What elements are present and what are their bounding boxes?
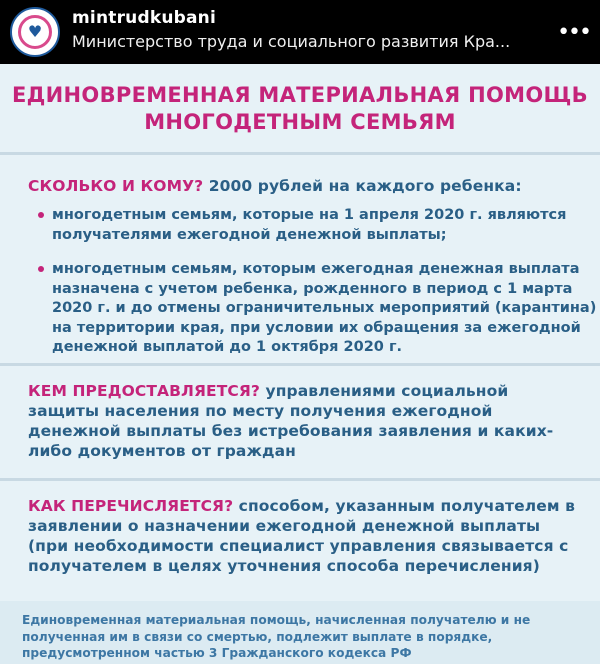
- footer-note: Единовременная материальная помощь, начисленная получателю и не полученная им в связи со смертью, подлежит выплате в порядке, предусмотренном частью 3 Гражданского кодекса РФ: [22, 613, 531, 660]
- section-text: 2000 рублей на каждого ребенка:: [203, 177, 522, 195]
- section-transfer: [28, 496, 580, 576]
- heart-logo-icon: ♥: [27, 22, 43, 41]
- section-keyword: КАК ПЕРЕЧИСЛЯЕТСЯ?: [28, 497, 234, 515]
- section-keyword: КЕМ ПРЕДОСТАВЛЯЕТСЯ?: [28, 382, 261, 400]
- list-item: [38, 260, 597, 358]
- post-image: [0, 64, 600, 664]
- list-item: [38, 206, 597, 245]
- account-name[interactable]: mintrudkubani: [72, 8, 217, 28]
- bullet-dot-icon: [38, 212, 44, 218]
- section-text: управлениями социальной защиты населения по месту получения ежегодной денежной выплаты без истребования заявления и каких-либо документов от граждан: [28, 382, 554, 460]
- post-header: [0, 0, 600, 64]
- post-title: [0, 82, 600, 136]
- section-amount: [28, 176, 580, 196]
- profile-avatar[interactable]: [10, 7, 60, 57]
- divider: [0, 478, 600, 481]
- section-keyword: СКОЛЬКО И КОМУ?: [28, 177, 204, 195]
- ellipsis-icon[interactable]: •••: [557, 20, 590, 45]
- divider: [0, 152, 600, 155]
- bullet-dot-icon: [38, 266, 44, 272]
- divider: [0, 363, 600, 366]
- section-text: способом, указанным получателем в заявлении о назначении ежегодной денежной выплаты (при необходимости специалист управления связывается с получателем в целях уточнения способа перечисления): [28, 497, 575, 575]
- section-provider: [28, 381, 580, 461]
- account-subtitle[interactable]: Министерство труда и социального развития Кра...: [72, 32, 511, 51]
- list-item-text: многодетным семьям, которые на 1 апреля 2020 г. являются получателями ежегодной денежной выплаты;: [52, 207, 567, 243]
- list-item-text: многодетным семьям, которым ежегодная денежная выплата назначена с учетом ребенка, рожденного в период с 1 марта 2020 г. и до отмены ограничительных мероприятий (карантина) на территории края, при условии их обращения за ежегодной денежной выплатой до 1 октября 2020 г.: [52, 261, 597, 355]
- title-line-1: ЕДИНОВРЕМЕННАЯ МАТЕРИАЛЬНАЯ ПОМОЩЬ: [12, 83, 588, 107]
- title-line-2: МНОГОДЕТНЫМ СЕМЬЯМ: [144, 110, 456, 134]
